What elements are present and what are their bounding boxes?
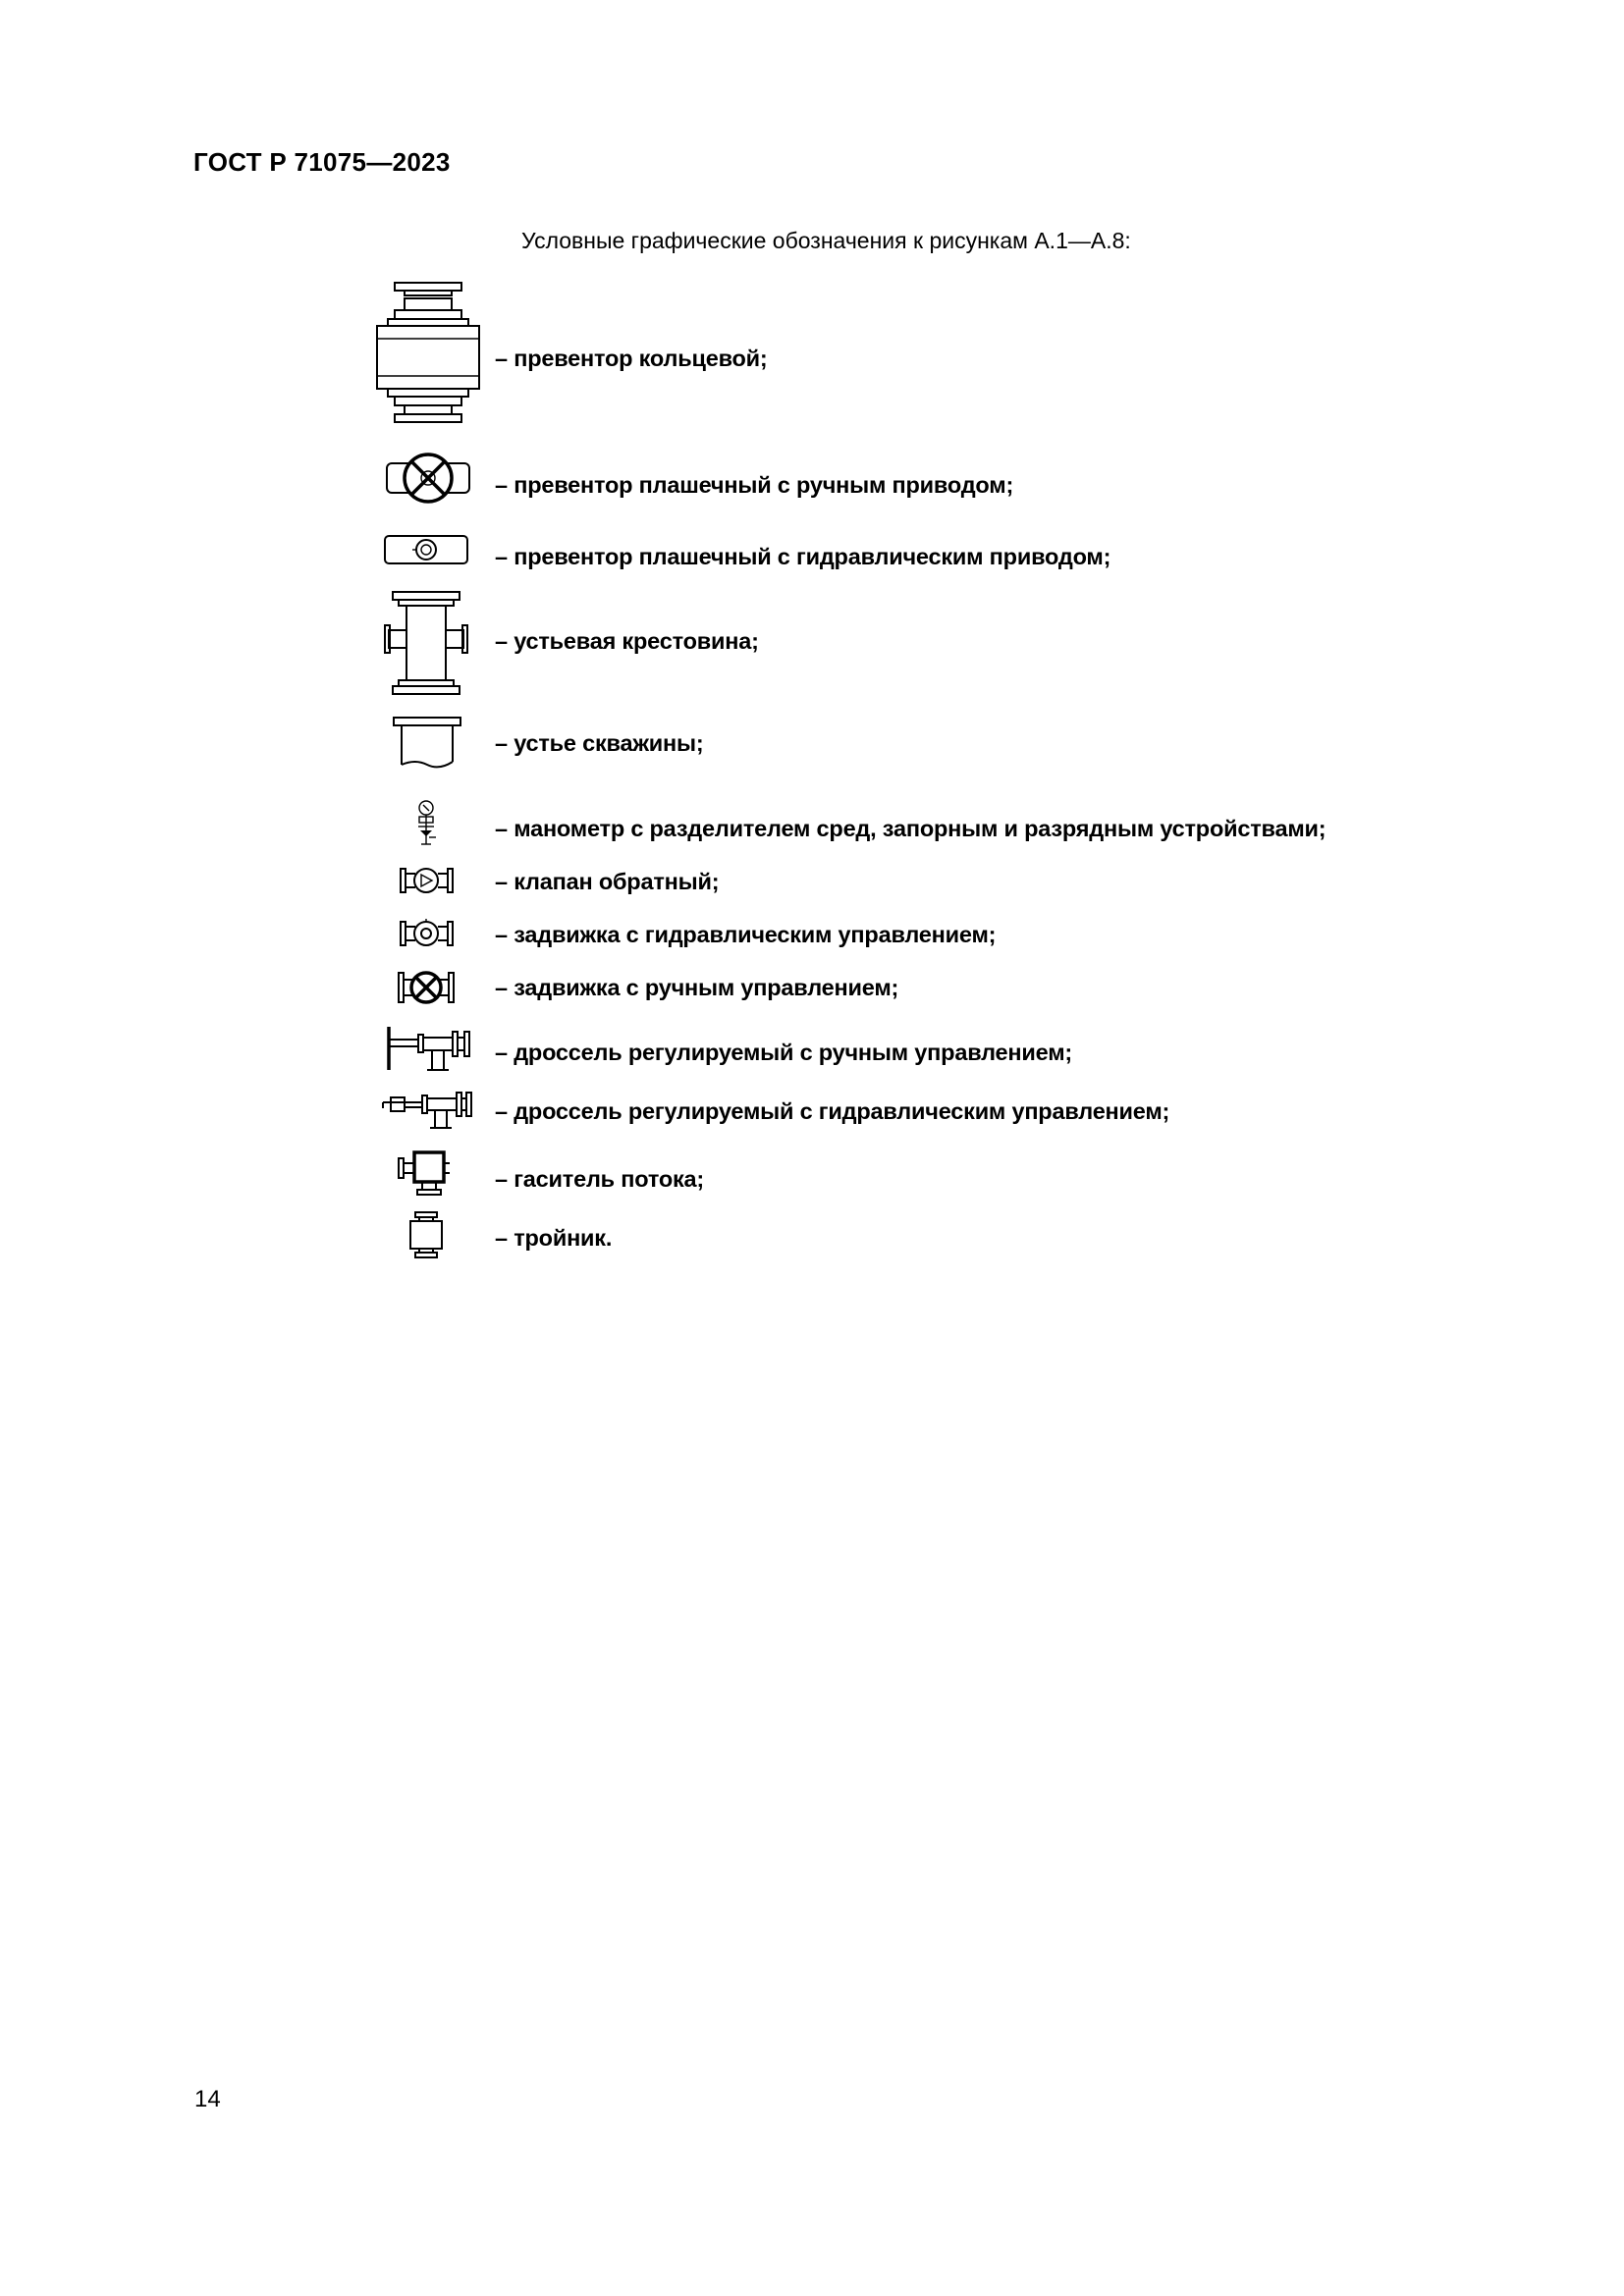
legend-text: – устье скважины; xyxy=(495,730,704,756)
tee-icon xyxy=(0,1209,511,1260)
legend-text: – тройник. xyxy=(495,1225,613,1251)
document-header: ГОСТ Р 71075—2023 xyxy=(193,147,451,177)
hydraulic-choke-icon xyxy=(0,1087,511,1136)
annular-preventer-icon xyxy=(0,280,511,437)
legend-item xyxy=(0,530,1624,569)
legend-text: – превентор плашечный с ручным приводом; xyxy=(495,472,1014,498)
legend-text: – задвижка с ручным управлением; xyxy=(495,975,899,1000)
pressure-gauge-icon xyxy=(0,800,511,849)
wellhead-icon xyxy=(0,715,511,774)
legend-text: – превентор кольцевой; xyxy=(495,346,768,371)
legend-caption: Условные графические обозначения к рисункам А.1—А.8: xyxy=(521,228,1131,253)
legend-text: – устьевая крестовина; xyxy=(495,628,759,654)
legend-text: – превентор плашечный с гидравлическим приводом; xyxy=(495,544,1111,569)
check-valve-icon xyxy=(0,864,511,903)
legend-item xyxy=(0,589,1624,697)
ram-preventer-hydraulic-icon xyxy=(0,530,511,569)
legend-item xyxy=(0,1147,1624,1201)
manual-gate-valve-icon xyxy=(0,967,511,1012)
legend-item xyxy=(0,1087,1624,1136)
legend-text: – задвижка с гидравлическим управлением; xyxy=(495,922,997,947)
legend-item xyxy=(0,917,1624,956)
legend-text: – дроссель регулируемый с гидравлическим управлением; xyxy=(495,1098,1170,1124)
legend-item xyxy=(0,967,1624,1012)
legend-item xyxy=(0,280,1624,437)
flow-damper-icon xyxy=(0,1147,511,1201)
wellhead-cross-icon xyxy=(0,589,511,697)
legend-item xyxy=(0,715,1624,774)
legend-item xyxy=(0,452,1624,510)
legend-item xyxy=(0,1023,1624,1078)
manual-choke-icon xyxy=(0,1023,511,1078)
legend-text: – гаситель потока; xyxy=(495,1166,705,1192)
legend-text: – клапан обратный; xyxy=(495,869,720,894)
hydraulic-gate-valve-icon xyxy=(0,917,511,956)
legend-item xyxy=(0,864,1624,903)
legend-text: – дроссель регулируемый с ручным управлением; xyxy=(495,1040,1073,1065)
ram-preventer-manual-icon xyxy=(0,452,511,510)
page-number: 14 xyxy=(194,2086,221,2112)
legend-item xyxy=(0,1209,1624,1260)
legend-item xyxy=(0,800,1624,849)
legend-text: – манометр с разделителем сред, запорным и разрядным устройствами; xyxy=(495,816,1326,841)
